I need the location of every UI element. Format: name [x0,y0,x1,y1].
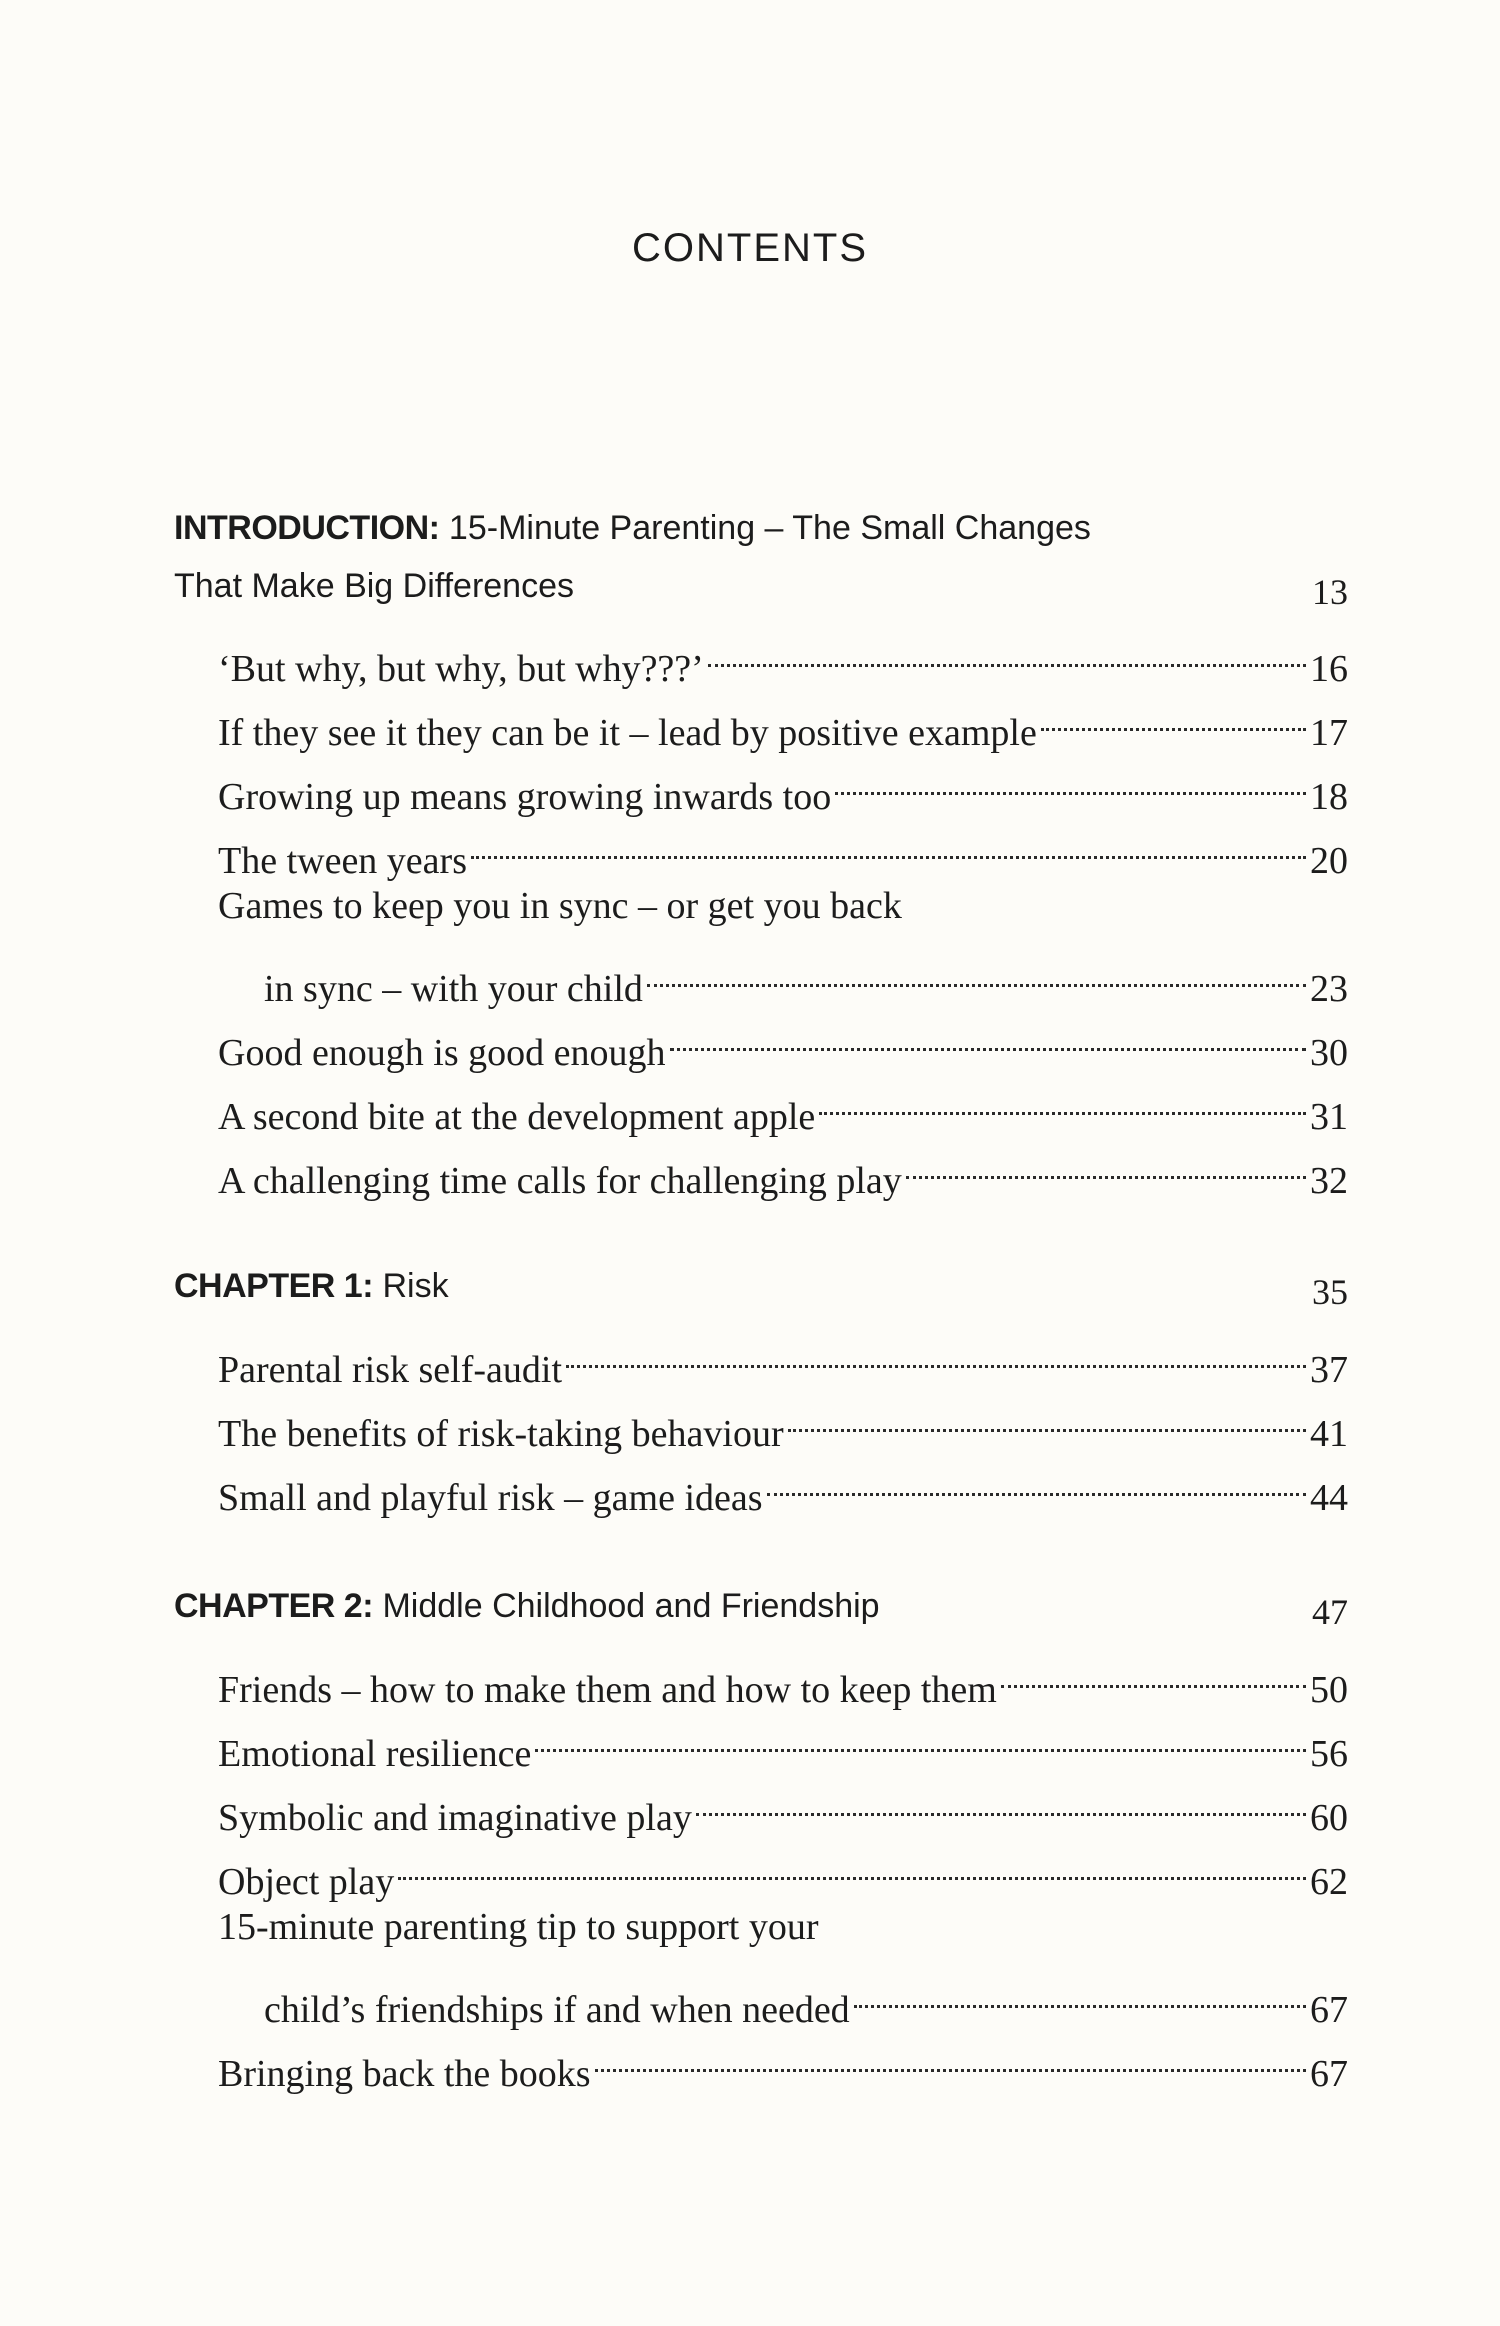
toc-entry[interactable] [218,1832,1348,1903]
chapter1-title: Risk [382,1267,449,1305]
dot-leader [1041,683,1306,745]
entry-title: Good enough is good enough [218,1032,666,1074]
chapter2-title: Middle Childhood and Friendship [382,1587,880,1625]
dot-leader [835,747,1306,809]
entry-title: A second bite at the development apple [218,1096,816,1138]
introduction-label: INTRODUCTION: [174,509,440,547]
toc-entry[interactable] [218,683,1348,754]
chapter1-label: CHAPTER 1: [174,1267,374,1305]
toc-entry[interactable] [264,939,1348,1010]
entry-page: 60 [1310,1797,1348,1839]
dot-leader [535,1704,1306,1766]
toc-entry-line1[interactable]: Games to keep you in sync – or get you back [218,885,902,927]
entry-page: 44 [1310,1477,1348,1519]
introduction-title-line1: 15-Minute Parenting – The Small Changes [448,509,1091,547]
introduction-heading-cont[interactable] [174,556,1348,616]
entry-title: If they see it they can be it – lead by positive example [218,712,1037,754]
dot-leader [854,1960,1306,2022]
entry-page: 67 [1310,1989,1348,2031]
chapter2-heading[interactable] [174,1576,1348,1636]
chapter1-heading[interactable] [174,1256,1348,1316]
dot-leader [906,1131,1306,1193]
entry-page: 56 [1310,1733,1348,1775]
dot-leader [819,1067,1306,1129]
entry-page: 31 [1310,1096,1348,1138]
entry-page: 50 [1310,1669,1348,1711]
entry-page: 62 [1310,1861,1348,1903]
toc-entry[interactable] [218,1768,1348,1839]
dot-leader [1001,1640,1306,1702]
entry-page: 67 [1310,2053,1348,2095]
entry-page: 18 [1310,776,1348,818]
entry-title: in sync – with your child [264,968,643,1010]
dot-leader [767,1448,1306,1510]
toc-entry[interactable] [218,1320,1348,1391]
toc-entry[interactable] [264,1960,1348,2031]
entry-page: 20 [1310,840,1348,882]
entry-title: child’s friendships if and when needed [264,1989,850,2031]
entry-page: 16 [1310,648,1348,690]
entry-page: 23 [1310,968,1348,1010]
entry-title: Growing up means growing inwards too [218,776,832,818]
entry-title: The tween years [218,840,467,882]
entry-page: 41 [1310,1413,1348,1455]
entry-title: A challenging time calls for challenging play [218,1160,902,1202]
dot-leader [708,619,1306,681]
dot-leader [788,1384,1306,1446]
entry-title: Small and playful risk – game ideas [218,1477,763,1519]
dot-leader [670,1003,1306,1065]
toc-entry[interactable] [218,1448,1348,1519]
entry-title: Symbolic and imaginative play [218,1797,692,1839]
dot-leader [595,2024,1306,2086]
toc-entry[interactable] [218,1067,1348,1138]
entry-title: The benefits of risk-taking behaviour [218,1413,784,1455]
introduction-title-line2: That Make Big Differences [174,567,574,605]
dot-leader [398,1832,1306,1894]
page-title: CONTENTS [632,226,868,270]
dot-leader [471,811,1306,873]
chapter2-page: 47 [1312,1592,1348,1632]
introduction-page: 13 [1312,572,1348,612]
toc-entry[interactable] [218,747,1348,818]
entry-page: 37 [1310,1349,1348,1391]
entry-title: ‘But why, but why, but why???’ [218,648,704,690]
entry-page: 17 [1310,712,1348,754]
toc-entry[interactable] [218,1131,1348,1202]
toc-entry[interactable] [218,811,1348,882]
toc-entry[interactable] [218,619,1348,690]
entry-page: 30 [1310,1032,1348,1074]
dot-leader [696,1768,1306,1830]
entry-title: Friends – how to make them and how to keep them [218,1669,997,1711]
entry-page: 32 [1310,1160,1348,1202]
entry-title: Object play [218,1861,395,1903]
toc-entry[interactable] [218,1704,1348,1775]
dot-leader [647,939,1306,1001]
introduction-heading[interactable] [174,498,1348,558]
toc-entry[interactable] [218,1003,1348,1074]
entry-title: Bringing back the books [218,2053,591,2095]
toc-entry[interactable] [218,1384,1348,1455]
chapter2-label: CHAPTER 2: [174,1587,374,1625]
dot-leader [566,1320,1306,1382]
chapter1-page: 35 [1312,1272,1348,1312]
entry-title: Parental risk self-audit [218,1349,563,1391]
toc-entry-line1[interactable]: 15-minute parenting tip to support your [218,1906,819,1948]
toc-entry[interactable] [218,1640,1348,1711]
toc-entry[interactable] [218,2024,1348,2095]
entry-title: Emotional resilience [218,1733,532,1775]
